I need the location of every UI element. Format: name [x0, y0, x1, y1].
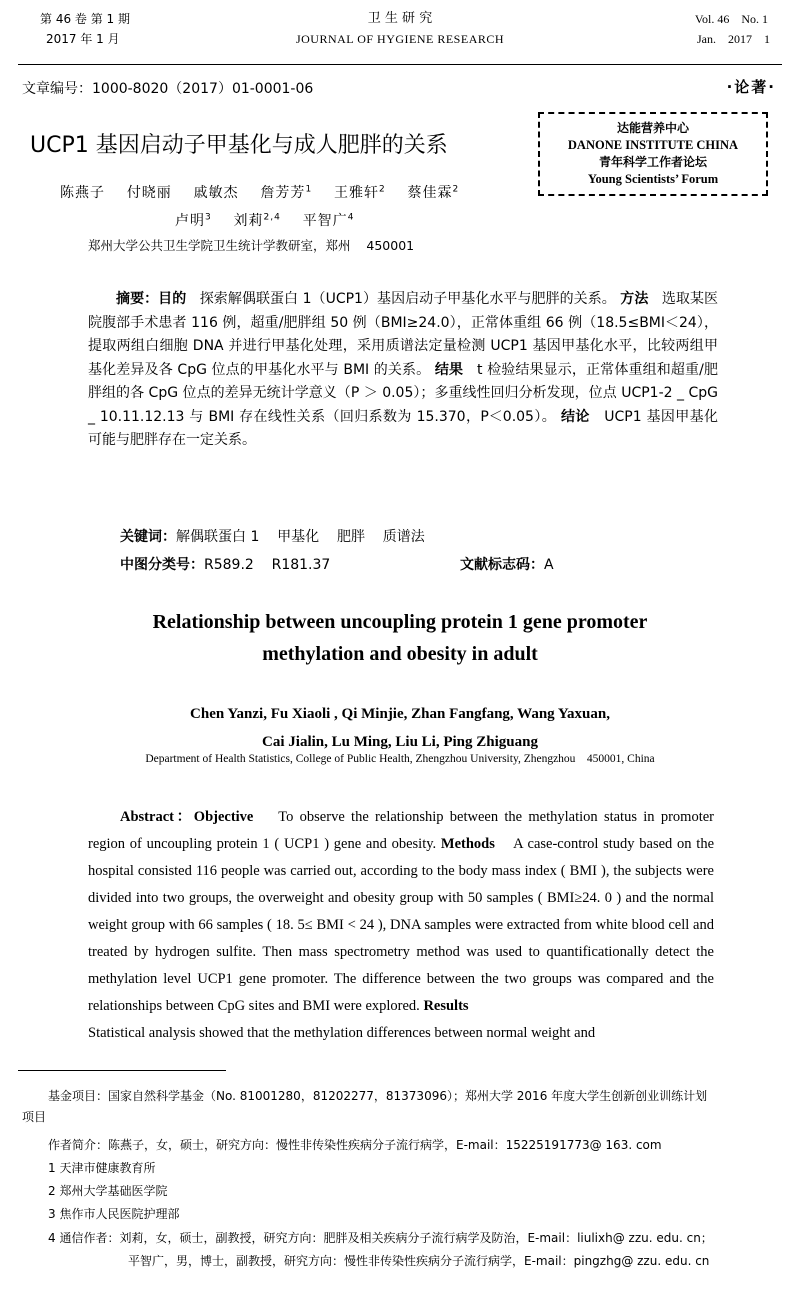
abstract-en-methods-label: Methods — [440, 836, 495, 852]
keywords-label: 关键词： — [120, 529, 176, 545]
article-number: 文章编号：1000-8020（2017）01-0001-06 — [22, 81, 314, 97]
author-sup: 4 — [347, 212, 355, 223]
abstract-cn-conclusion-label: 结论 — [560, 408, 590, 425]
abstract-en-results-label: Results — [423, 998, 469, 1014]
abstract-cn-conclusion: UCP1 基因甲基化可能与肥胖存在一定关系。 — [88, 408, 719, 448]
abstract-cn-results-label: 结果 — [434, 361, 464, 378]
footnote-3: 3 焦作市人民医院护理部 — [48, 1207, 180, 1221]
section-tag: ·论著· — [726, 78, 776, 96]
forum-line4: Young Scientists’ Forum — [587, 172, 719, 186]
abstract-cn-objective: 探索解偶联蛋白 1（UCP1）基因启动子甲基化水平与肥胖的关系。 — [199, 291, 616, 307]
author-name: 卢明 — [175, 213, 205, 229]
keywords-cn — [120, 526, 425, 546]
footnote-4: 4 通信作者：刘莉，女，硕士，副教授，研究方向：肥胖及相关疾病分子流行病学及防治，E-mail：liulixh@ zzu. edu. cn； — [48, 1231, 713, 1245]
header-journal-cn: 卫 生 研 究 — [367, 11, 433, 26]
footnote-1: 1 天津市健康教育所 — [48, 1161, 156, 1175]
author-sup: 3 — [205, 212, 212, 223]
forum-box — [538, 112, 768, 196]
abstract-en-objective: To observe the relationship between the methylation status in promoter region of uncoupling protein 1 ( UCP1 ) gene and obesity. — [88, 809, 714, 852]
doccode-label: 文献标志码： — [460, 557, 544, 573]
clc-label: 中图分类号： — [120, 557, 204, 573]
author-name: 陈燕子 — [60, 185, 105, 201]
footnote-fund-cont: 项目 — [22, 1110, 47, 1124]
footnote-rule — [18, 1070, 226, 1071]
affiliation-cn: 郑州大学公共卫生学院卫生统计学教研室，郑州 450001 — [88, 238, 415, 253]
abstract-en-results: Statistical analysis showed that the methylation differences between normal weight and — [88, 1025, 596, 1041]
author-name: 王雅轩 — [333, 185, 379, 201]
footnote-4-cont: 平智广，男，博士，副教授，研究方向：慢性非传染性疾病分子流行病学，E-mail：pingzhg@ zzu. edu. cn — [128, 1254, 710, 1268]
forum-line1: 达能营养中心 — [616, 121, 689, 135]
author-name: 戚敏杰 — [193, 185, 239, 201]
abstract-cn-results: t 检验结果显示，正常体重组和超重/肥胖组的各 CpG 位点的差异无统计学意义（P ＞ 0.05）；多重线性回归分析发现，位点 UCP1-2 _ CpG _ 10.11.12.13 与 BMI 存在线性关系（回归系数为 15.370，P＜0.05）。 — [88, 361, 719, 425]
abstract-en — [88, 804, 714, 1047]
abstract-cn-methods: 选取某医院腹部手术患者 116 例，超重/肥胖组 50 例（BMI≥24.0），正常体重组 66 例（18.5≤BMI＜24），提取两组白细胞 DNA 并进行甲基化处理，采用质谱法定量检测 UCP1 基因甲基化水平，比较两组甲基化差异及各 CpG 位点的甲基化水平与 BMI 的关系。 — [88, 291, 719, 378]
document-code — [460, 554, 554, 574]
author-sup: 2,4 — [263, 212, 281, 223]
header-volume-en: Vol. 46 No. 1 — [694, 12, 768, 26]
author-name: 刘莉 — [233, 213, 264, 229]
affiliation-en: Department of Health Statistics, College of Public Health, Zhengzhou University, Zhengzhou 450001, China — [145, 753, 655, 765]
clc-number — [120, 554, 330, 574]
doccode-value: A — [544, 557, 554, 573]
authors-en-line2: Cai Jialin, Lu Ming, Liu Li, Ping Zhiguang — [262, 734, 538, 750]
authors-cn-line1 — [60, 182, 459, 202]
title-cn: UCP1 基因启动子甲基化与成人肥胖的关系 — [30, 133, 448, 158]
abstract-en-methods: A case-control study based on the hospital consisted 116 people was carried out, according to the body mass index ( BMI ), the subjects were divided into two groups, the overweight and obesity group with 50 samples ( BMI≥24. 0 ) and the normal weight group with 66 samples ( 18. 5≤ BMI < 24 ), DNA samples were extracted from white blood cell and treated by hydrogen sulfite. Then mass spectrometry method was used to quantificationally detect the methylation level UCP1 gene promoter. The difference between the two groups was compared and the relationships between CpG sites and BMI were explored. — [88, 836, 715, 1014]
forum-line2: DANONE INSTITUTE CHINA — [567, 138, 739, 152]
header-date-cn: 2017 年 1 月 — [46, 32, 120, 46]
author-sup: 2 — [378, 184, 386, 195]
title-en-line1: Relationship between uncoupling protein 1 gene promoter — [152, 611, 648, 633]
clc-value: R589.2 R181.37 — [204, 557, 331, 573]
author-name: 付晓丽 — [126, 185, 172, 201]
author-sup: 2 — [452, 184, 460, 195]
forum-line3: 青年科学工作者论坛 — [598, 155, 707, 169]
footnote-author-intro: 作者简介：陈燕子，女，硕士，研究方向：慢性非传染性疾病分子流行病学，E-mail：15225191773@ 163. com — [48, 1138, 662, 1152]
authors-en-line1: Chen Yanzi, Fu Xiaoli , Qi Minjie, Zhan Fangfang, Wang Yaxuan, — [190, 706, 610, 722]
author-sup: 1 — [305, 184, 313, 195]
title-en-line2: methylation and obesity in adult — [262, 643, 538, 665]
abstract-cn — [88, 288, 718, 453]
header-volume-cn: 第 46 卷 第 1 期 — [40, 12, 130, 26]
footnote-fund: 基金项目：国家自然科学基金（No. 81001280，81202277，81373096）；郑州大学 2016 年度大学生创新创业训练计划 — [48, 1089, 708, 1103]
footnote-2: 2 郑州大学基础医学院 — [48, 1184, 168, 1198]
author-name: 詹芳芳 — [260, 185, 306, 201]
author-name: 平智广 — [302, 213, 348, 229]
title-en — [0, 606, 800, 670]
keywords-value: 解偶联蛋白 1 甲基化 肥胖 质谱法 — [176, 529, 425, 545]
header-rule — [18, 64, 782, 65]
authors-en — [0, 700, 800, 756]
abstract-en-label: Abstract：Objective — [120, 809, 254, 825]
abstract-cn-label: 摘要：目的 — [116, 291, 187, 307]
abstract-cn-methods-label: 方法 — [620, 291, 649, 307]
header-date-en: Jan. 2017 1 — [697, 32, 770, 46]
header-journal-en: JOURNAL OF HYGIENE RESEARCH — [295, 32, 505, 46]
authors-cn-line2 — [175, 210, 354, 230]
author-name: 蔡佳霖 — [407, 185, 453, 201]
